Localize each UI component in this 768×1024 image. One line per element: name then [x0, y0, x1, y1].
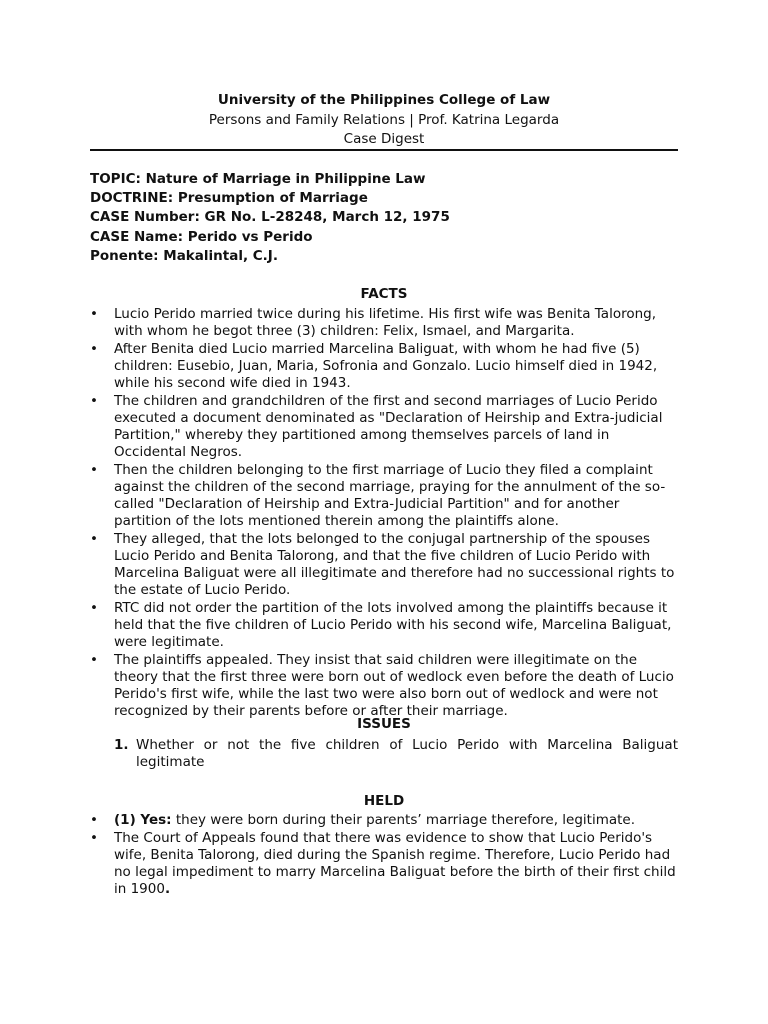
list-item: • RTC did not order the partition of the lots involved among the plaintiffs because it held that the five children of Lucio Perido with his second wife, Marcelina Baliguat, were legitimate. — [90, 600, 678, 651]
held-answer: (1) Yes: — [114, 812, 172, 828]
held-list — [90, 812, 678, 898]
held-answer-text: they were born during their parents’ marriage therefore, legitimate. — [171, 812, 636, 828]
ponente-line: Ponente: Makalintal, C.J. — [90, 247, 278, 264]
list-item: • They alleged, that the lots belonged to the conjugal partnership of the spouses Lucio Perido and Benita Talorong, and that the five children of Lucio Perido with Marcelina Baliguat were all illegitimate and therefore had no successional rights to the estate of Lucio Perido. — [90, 531, 678, 599]
list-item: • Lucio Perido married twice during his lifetime. His first wife was Benita Talorong, with whom he begot three (3) children: Felix, Ismael, and Margarita. — [90, 306, 678, 340]
held-section — [90, 792, 678, 899]
topic-line: TOPIC: Nature of Marriage in Philippine Law — [90, 171, 426, 187]
list-item: • The children and grandchildren of the first and second marriages of Lucio Perido executed a document denominated as "Declaration of Heirship and Extra-judicial Partition," whereby they partitioned among themselves parcels of land in Occidental Negros. — [90, 393, 678, 461]
issues-list — [90, 737, 678, 771]
held-heading: HELD — [363, 793, 405, 809]
facts-heading: FACTS — [360, 286, 408, 302]
list-item: • After Benita died Lucio married Marcelina Baliguat, with whom he had five (5) children: Eusebio, Juan, Maria, Sofronia and Gonzalo. Lucio himself died in 1942, while his second wife died in 1943. — [90, 341, 678, 392]
doctrine-line: DOCTRINE: Presumption of Marriage — [90, 190, 368, 207]
course-line: Persons and Family Relations | Prof. Katrina Legarda — [208, 112, 560, 128]
issues-heading: ISSUES — [357, 716, 411, 732]
facts-section — [90, 285, 678, 721]
issue-text: Whether or not the five children of Lucio Perido with Marcelina Baliguat legitimate — [136, 737, 678, 770]
case-meta — [90, 170, 678, 266]
list-item: • Then the children belonging to the first marriage of Lucio they filed a complaint against the children of the second marriage, praying for the annulment of the so-called "Declaration of Heirship and Extra-Judicial Partition" and for another partition of the lots mentioned therein among the plaintiffs alone. — [90, 462, 678, 530]
facts-list — [90, 306, 678, 720]
header-divider — [90, 149, 678, 151]
university-title: University of the Philippines College of Law — [217, 92, 551, 108]
issue-number: 1. — [114, 737, 129, 753]
document-header — [90, 90, 678, 149]
list-item: • The plaintiffs appealed. They insist that said children were illegitimate on the theory that the first three were born out of wedlock even before the death of Lucio Perido's first wife, while the last two were also born out of wedlock and were not recognized by their parents before or after their marriage. — [90, 652, 678, 720]
issues-section — [90, 715, 678, 771]
case-number-line: CASE Number: GR No. L-28248, March 12, 1975 — [90, 209, 450, 226]
list-item — [90, 737, 678, 771]
case-name-line: CASE Name: Perido vs Perido — [90, 228, 313, 245]
list-item — [90, 812, 678, 829]
list-item — [90, 830, 678, 898]
held-end-period: . — [164, 881, 171, 897]
held-reasoning: The Court of Appeals found that there was evidence to show that Lucio Perido's wife, Benita Talorong, died during the Spanish regime. Therefore, Lucio Perido had no legal impediment to marry Marcelina Baliguat before the birth of their first child in 1900 — [114, 830, 676, 897]
document-type: Case Digest — [343, 131, 425, 147]
